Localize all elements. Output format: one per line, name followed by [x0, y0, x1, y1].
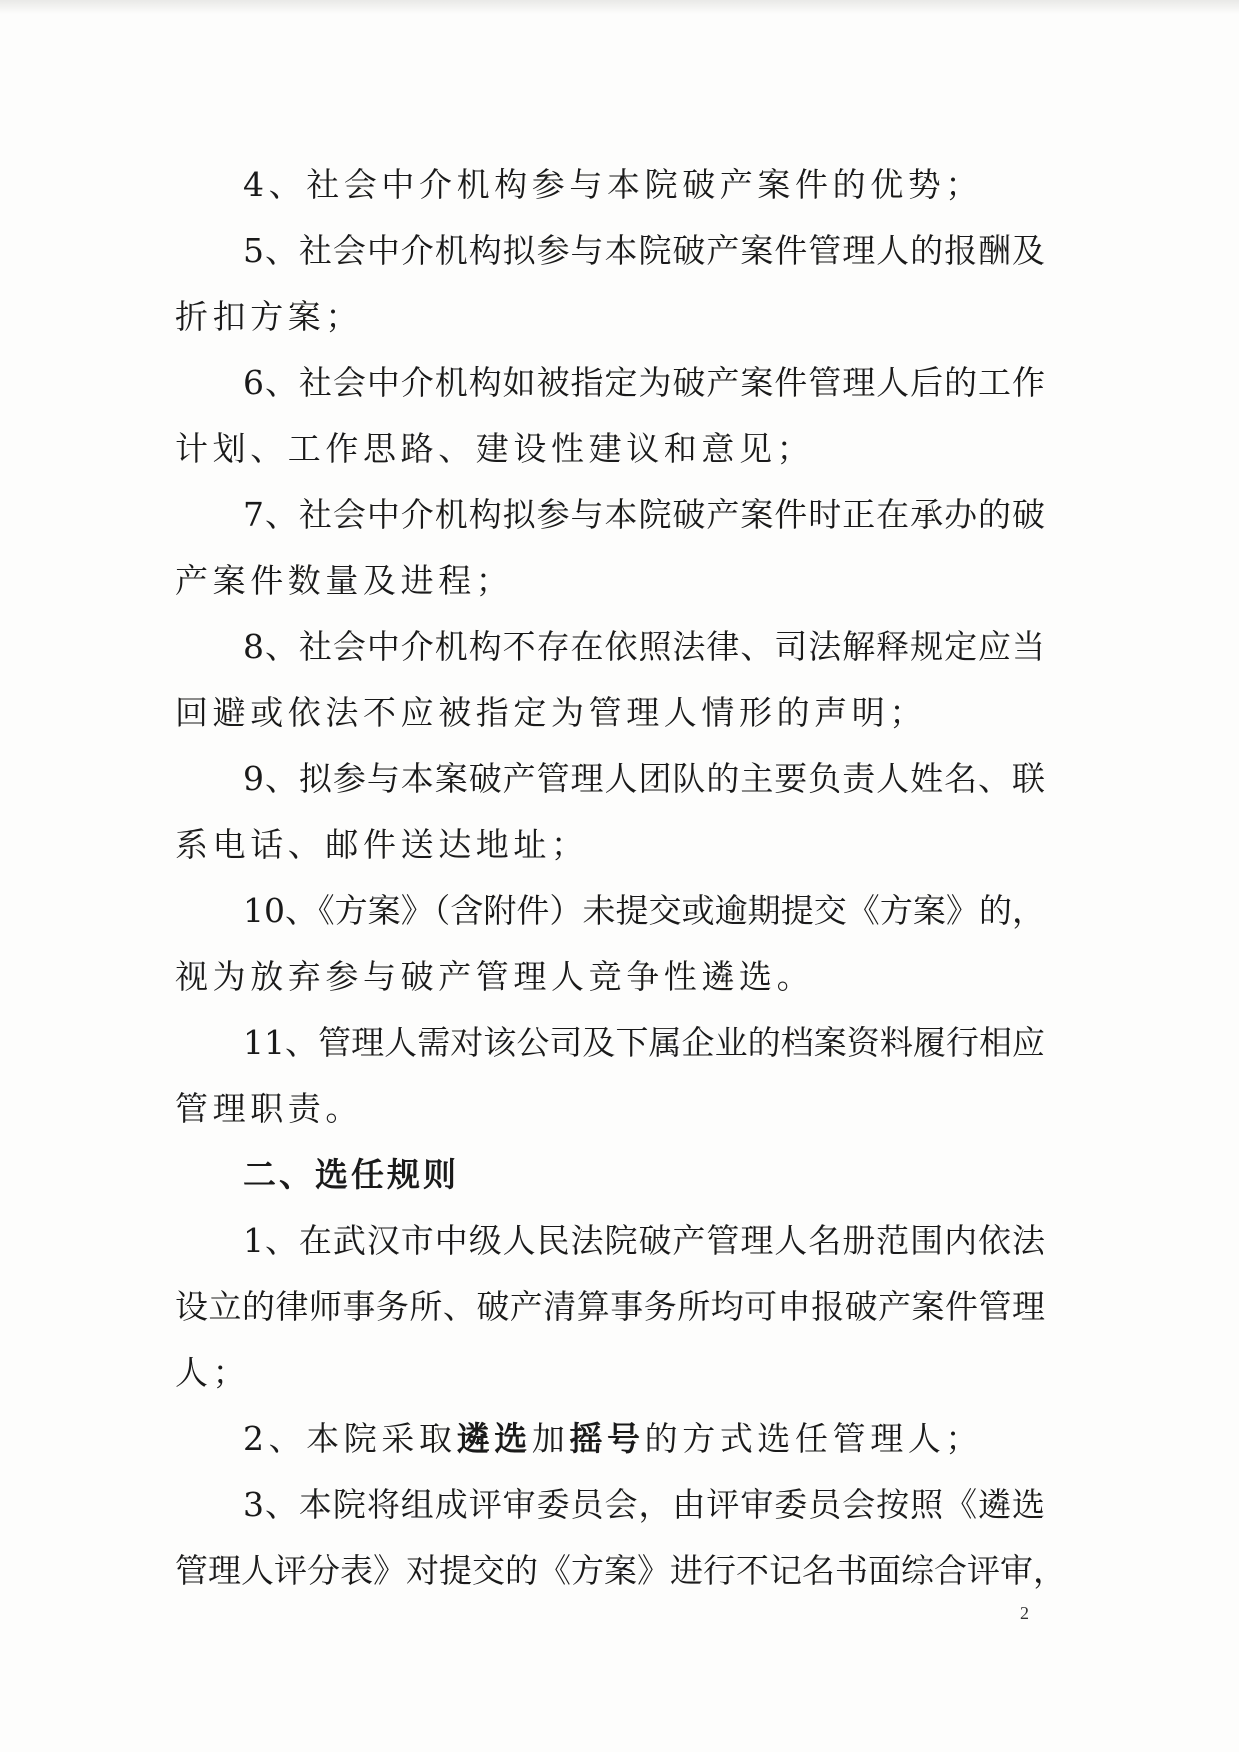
list-item-11-cont: 管理职责。	[175, 1089, 363, 1128]
list-item-8-cont: 回避或依法不应被指定为管理人情形的声明；	[175, 693, 927, 732]
list-item-9: 9、拟参与本案破产管理人团队的主要负责人姓名、联	[243, 759, 1045, 798]
list-item-5: 5、社会中介机构拟参与本院破产案件管理人的报酬及	[243, 231, 1045, 270]
rule-item-1: 1、在武汉市中级人民法院破产管理人名册范围内依法	[243, 1221, 1045, 1260]
list-item-10: 10、《方案》（含附件）未提交或逾期提交《方案》的，	[243, 891, 1045, 930]
section-heading: 二、选任规则	[243, 1155, 459, 1194]
page-number: 2	[1020, 1603, 1029, 1623]
rule-item-2	[175, 1406, 1045, 1472]
rule-item-3: 3、本院将组成评审委员会，由评审委员会按照《遴选	[243, 1485, 1045, 1524]
rule-item-2-bold-1: 遴选	[456, 1419, 532, 1458]
rule-item-2-post: 的方式选任管理人；	[644, 1419, 984, 1458]
list-item-7-cont: 产案件数量及进程；	[175, 561, 514, 600]
rule-item-2-pre: 2、本院采取	[243, 1419, 457, 1458]
list-item-6-cont: 计划、工作思路、建设性建议和意见；	[175, 429, 815, 468]
rule-item-1-cont: 设立的律师事务所、破产清算事务所均可申报破产案件管理	[175, 1287, 1045, 1326]
list-item-7: 7、社会中介机构拟参与本院破产案件时正在承办的破	[243, 495, 1045, 534]
list-item-4: 4、社会中介机构参与本院破产案件的优势；	[243, 165, 983, 204]
rule-item-3-cont: 管理人评分表》对提交的《方案》进行不记名书面综合评审，	[175, 1551, 1066, 1590]
list-item-9-cont: 系电话、邮件送达地址；	[175, 825, 589, 864]
body-text	[175, 152, 1066, 1604]
list-item-6: 6、社会中介机构如被指定为破产案件管理人后的工作	[243, 363, 1045, 402]
rule-item-2-bold-2: 摇号	[569, 1419, 645, 1458]
rule-item-2-mid: 加	[531, 1419, 570, 1458]
list-item-10-cont: 视为放弃参与破产管理人竞争性遴选。	[175, 957, 815, 996]
list-item-5-cont: 折扣方案；	[175, 297, 363, 336]
list-item-8: 8、社会中介机构不存在依照法律、司法解释规定应当	[243, 627, 1045, 666]
scan-edge	[0, 0, 1239, 14]
rule-item-1-end: 人；	[175, 1353, 251, 1392]
list-item-11: 11、管理人需对该公司及下属企业的档案资料履行相应	[243, 1023, 1045, 1062]
